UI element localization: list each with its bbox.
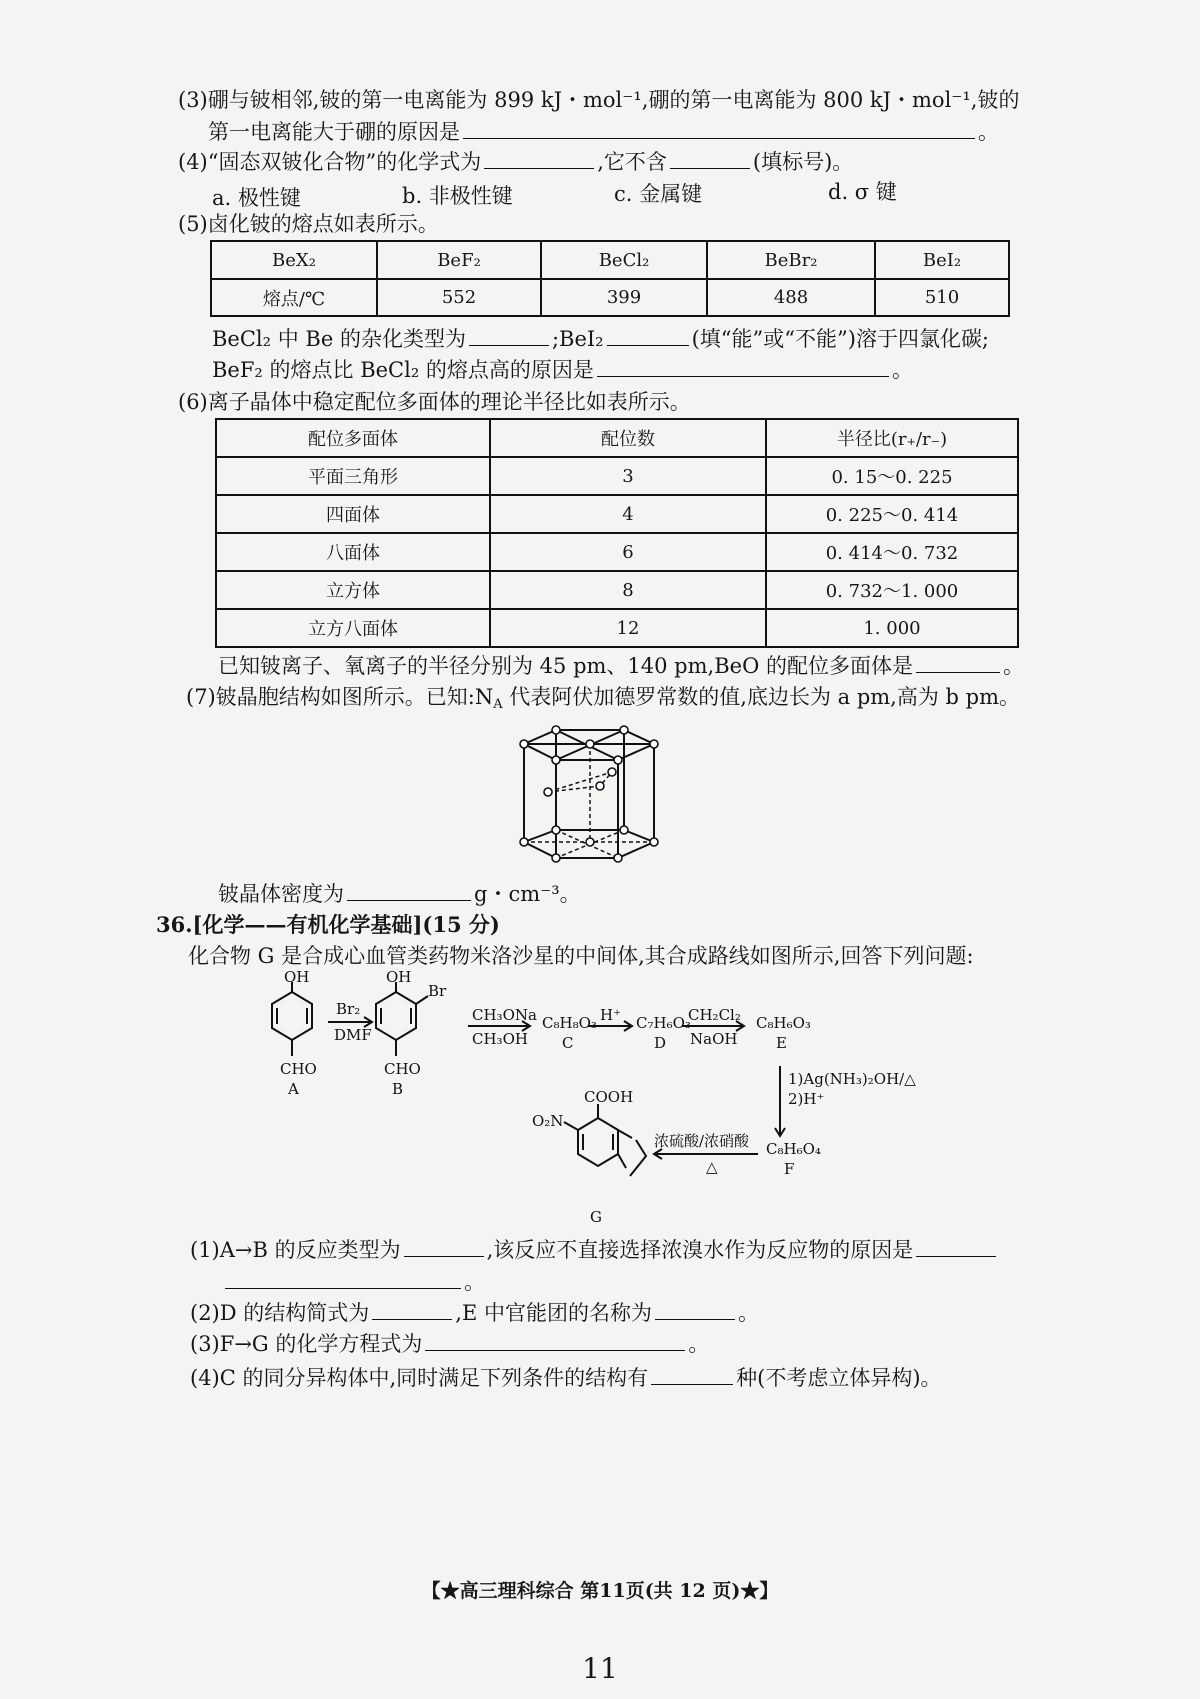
table-header-cell: BeF₂: [377, 241, 541, 279]
compound-E-formula: C₈H₆O₃: [756, 1014, 811, 1032]
table-cell: 立方体: [216, 571, 490, 609]
page-footer: 【★高三理科综合 第11页(共 12 页)★】: [421, 1580, 779, 1602]
q6-answer-blank[interactable]: [916, 652, 1000, 673]
arrow1-reagent: Br₂: [336, 1000, 361, 1018]
compound-F-label: F: [784, 1160, 795, 1178]
table-cell: 0. 15～0. 225: [766, 457, 1018, 495]
page-number: 11: [582, 1652, 618, 1685]
B-hydroxy-label: OH: [386, 968, 412, 986]
table-cell: 八面体: [216, 533, 490, 571]
table-cell: 立方八面体: [216, 609, 490, 647]
arrow2-solvent: CH₃OH: [472, 1030, 528, 1048]
q6-intro: (6)离子晶体中稳定配位多面体的理论半径比如表所示。: [178, 390, 691, 414]
table-cell: 488: [707, 279, 875, 316]
compound-E-label: E: [776, 1034, 787, 1052]
table-header-cell: BeCl₂: [541, 241, 707, 279]
table-row-label: 熔点/℃: [211, 279, 377, 316]
q4-bond-blank[interactable]: [670, 148, 750, 169]
q36-heading: 36.[化学——有机化学基础](15 分): [156, 912, 500, 937]
compound-D-formula: C₇H₆O₃: [636, 1014, 691, 1032]
q7-density: 铍晶体密度为 g・cm⁻³。: [218, 882, 581, 906]
table-row: [216, 495, 1018, 533]
table-header-cell: 半径比(r₊/r₋): [766, 419, 1018, 457]
radius-ratio-table: [215, 418, 1019, 648]
compound-F-formula: C₈H₆O₄: [766, 1140, 821, 1158]
q5-reason-blank[interactable]: [597, 356, 889, 377]
G-carboxyl-label: COOH: [584, 1088, 634, 1106]
table-cell: 四面体: [216, 495, 490, 533]
table-header-cell: BeI₂: [875, 241, 1009, 279]
q36-intro: 化合物 G 是合成心血管类药物米洛沙星的中间体,其合成路线如图所示,回答下列问题:: [188, 944, 974, 968]
q7-intro: (7)铍晶胞结构如图所示。已知$:N_A$ 代表阿伏加德罗常数的值,底边长为 a pm,高为 b pm。: [186, 685, 1020, 712]
table-cell: 0. 732～1. 000: [766, 571, 1018, 609]
table-cell: 12: [490, 609, 766, 647]
q5-hybrid-blank[interactable]: [469, 325, 549, 346]
arrow1-solvent: DMF: [334, 1026, 372, 1044]
A-hydroxy-label: OH: [284, 968, 310, 986]
q7-density-blank[interactable]: [347, 880, 471, 901]
q36-p1-type-blank[interactable]: [404, 1236, 484, 1257]
table-header-cell: BeX₂: [211, 241, 377, 279]
table-header-cell: 配位多面体: [216, 419, 490, 457]
q5-line2: BeF₂ 的熔点比 BeCl₂ 的熔点高的原因是 。: [212, 358, 913, 382]
q3-answer-blank[interactable]: [463, 118, 975, 139]
q36-part3: (3)F→G 的化学方程式为 。: [190, 1332, 710, 1356]
q36-p1-reason-blank[interactable]: [916, 1236, 996, 1257]
q36-part1-line1: (1)A→B 的反应类型为 ,该反应不直接选择浓溴水作为反应物的原因是: [190, 1236, 999, 1264]
q36-p3-equation-blank[interactable]: [425, 1330, 685, 1351]
beryllium-unit-cell-diagram: [500, 716, 680, 876]
arrow2-reagent: CH₃ONa: [472, 1006, 537, 1024]
table-cell: 8: [490, 571, 766, 609]
compound-D-label: D: [654, 1034, 667, 1052]
table-cell: 510: [875, 279, 1009, 316]
q36-part4: (4)C 的同分异构体中,同时满足下列条件的结构有 种(不考虑立体异构)。: [190, 1366, 942, 1390]
halide-melting-table: [210, 240, 1010, 317]
table-cell: 0. 414～0. 732: [766, 533, 1018, 571]
compound-C-label: C: [562, 1034, 574, 1052]
q6-question: 已知铍离子、氧离子的半径分别为 45 pm、140 pm,BeO 的配位多面体是 。: [218, 654, 1024, 678]
arrow4-reagent: CH₂Cl₂: [688, 1006, 741, 1024]
table-row: [216, 457, 1018, 495]
compound-A-label: A: [288, 1080, 299, 1098]
table-row: [216, 533, 1018, 571]
q4-formula-blank[interactable]: [484, 148, 594, 169]
q4-option-c: c. 金属键: [614, 182, 703, 206]
arrow6-condition: △: [706, 1158, 718, 1176]
q36-p1-reason-blank-cont[interactable]: [225, 1268, 461, 1289]
arrow6-reagent: 浓硫酸/浓硝酸: [654, 1132, 750, 1150]
compound-G-label: G: [590, 1208, 602, 1226]
table-cell: 399: [541, 279, 707, 316]
q4-option-b: b. 非极性键: [402, 184, 513, 208]
q4-option-a: a. 极性键: [212, 186, 301, 210]
q5-line1: BeCl₂ 中 Be 的杂化类型为 ;BeI₂ (填“能”或“不能”)溶于四氯化碳;: [212, 327, 990, 351]
q36-p2-group-blank[interactable]: [655, 1299, 735, 1320]
G-nitro-label: O₂N: [532, 1112, 564, 1130]
table-cell: 平面三角形: [216, 457, 490, 495]
B-aldehyde-label: CHO: [384, 1060, 421, 1078]
arrow4-base: NaOH: [690, 1030, 738, 1048]
arrow5-step2: 2)H⁺: [788, 1090, 825, 1108]
compound-C-formula: C₈H₈O₃: [542, 1014, 597, 1032]
table-cell: 1. 000: [766, 609, 1018, 647]
q5-solubility-blank[interactable]: [607, 325, 689, 346]
table-header-cell: 配位数: [490, 419, 766, 457]
table-header-cell: BeBr₂: [707, 241, 875, 279]
q3-line2: 第一电离能大于硼的原因是 。: [208, 120, 999, 144]
q4-line: (4)“固态双铍化合物”的化学式为 ,它不含 (填标号)。: [178, 150, 854, 174]
compound-B-label: B: [392, 1080, 404, 1098]
A-aldehyde-label: CHO: [280, 1060, 317, 1078]
table-cell: 3: [490, 457, 766, 495]
q36-p4-count-blank[interactable]: [651, 1364, 733, 1385]
table-row: [216, 609, 1018, 647]
table-cell: 552: [377, 279, 541, 316]
synthesis-route-scheme: [250, 968, 916, 1230]
table-cell: 4: [490, 495, 766, 533]
q4-option-d: d. σ 键: [828, 180, 897, 204]
q36-p2-structure-blank[interactable]: [372, 1299, 452, 1320]
table-cell: 0. 225～0. 414: [766, 495, 1018, 533]
table-row: [216, 571, 1018, 609]
arrow5-step1: 1)Ag(NH₃)₂OH/△: [788, 1070, 916, 1088]
q36-part2: (2)D 的结构简式为 ,E 中官能团的名称为 。: [190, 1301, 759, 1325]
q5-intro: (5)卤化铍的熔点如表所示。: [178, 212, 439, 236]
table-cell: 6: [490, 533, 766, 571]
q36-part1-line2: 。: [222, 1268, 485, 1296]
q3-line1: (3)硼与铍相邻,铍的第一电离能为 899 kJ・mol⁻¹,硼的第一电离能为 800 kJ・mol⁻¹,铍的: [178, 88, 1020, 112]
arrow3-reagent: H⁺: [600, 1006, 621, 1024]
B-bromo-label: Br: [428, 982, 447, 1000]
